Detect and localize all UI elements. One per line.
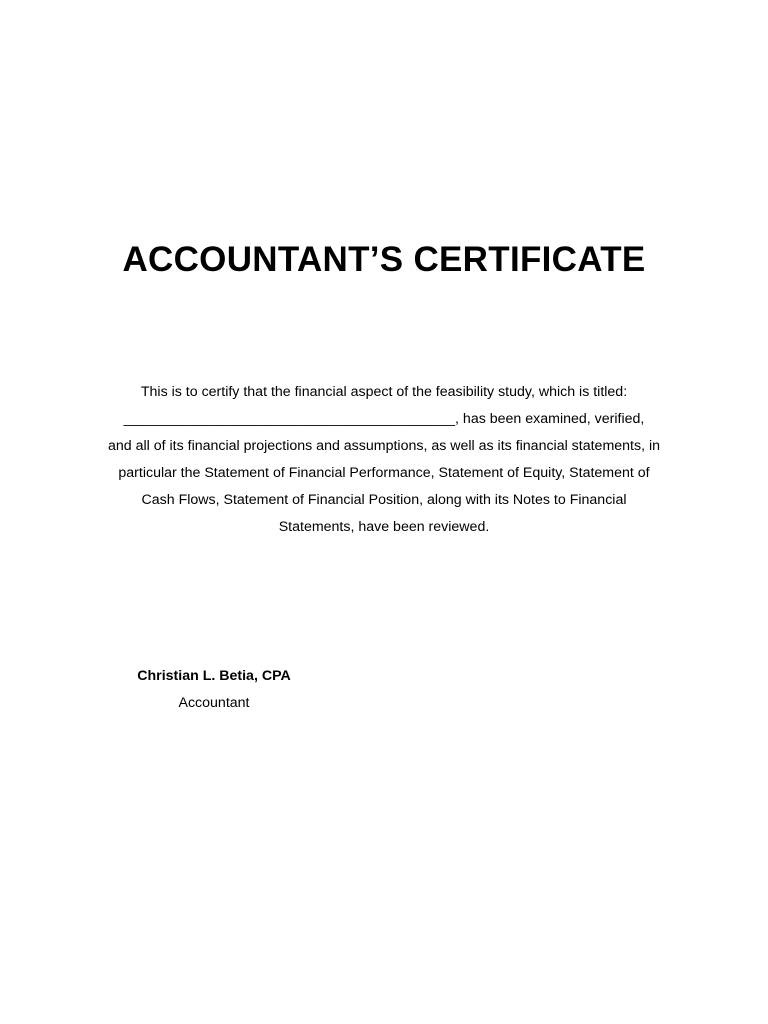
- body-line: Statements, have been reviewed.: [278, 519, 490, 535]
- body-line: particular the Statement of Financial Performance, Statement of Equity, Statement of: [118, 465, 650, 481]
- signatory-role: Accountant: [178, 695, 250, 711]
- body-line: __________________________________________, has been examined, verified,: [123, 411, 645, 427]
- body-line: This is to certify that the financial aspect of the feasibility study, which is titled:: [140, 384, 628, 400]
- signatory-name: Christian L. Betia, CPA: [137, 668, 291, 684]
- body-line: Cash Flows, Statement of Financial Position, along with its Notes to Financial: [141, 492, 627, 508]
- certificate-title: ACCOUNTANT’S CERTIFICATE: [122, 240, 646, 279]
- certificate-body: [70, 379, 698, 541]
- body-line: and all of its financial projections and assumptions, as well as its financial statements, in: [107, 438, 661, 454]
- signatory-block: [108, 663, 320, 717]
